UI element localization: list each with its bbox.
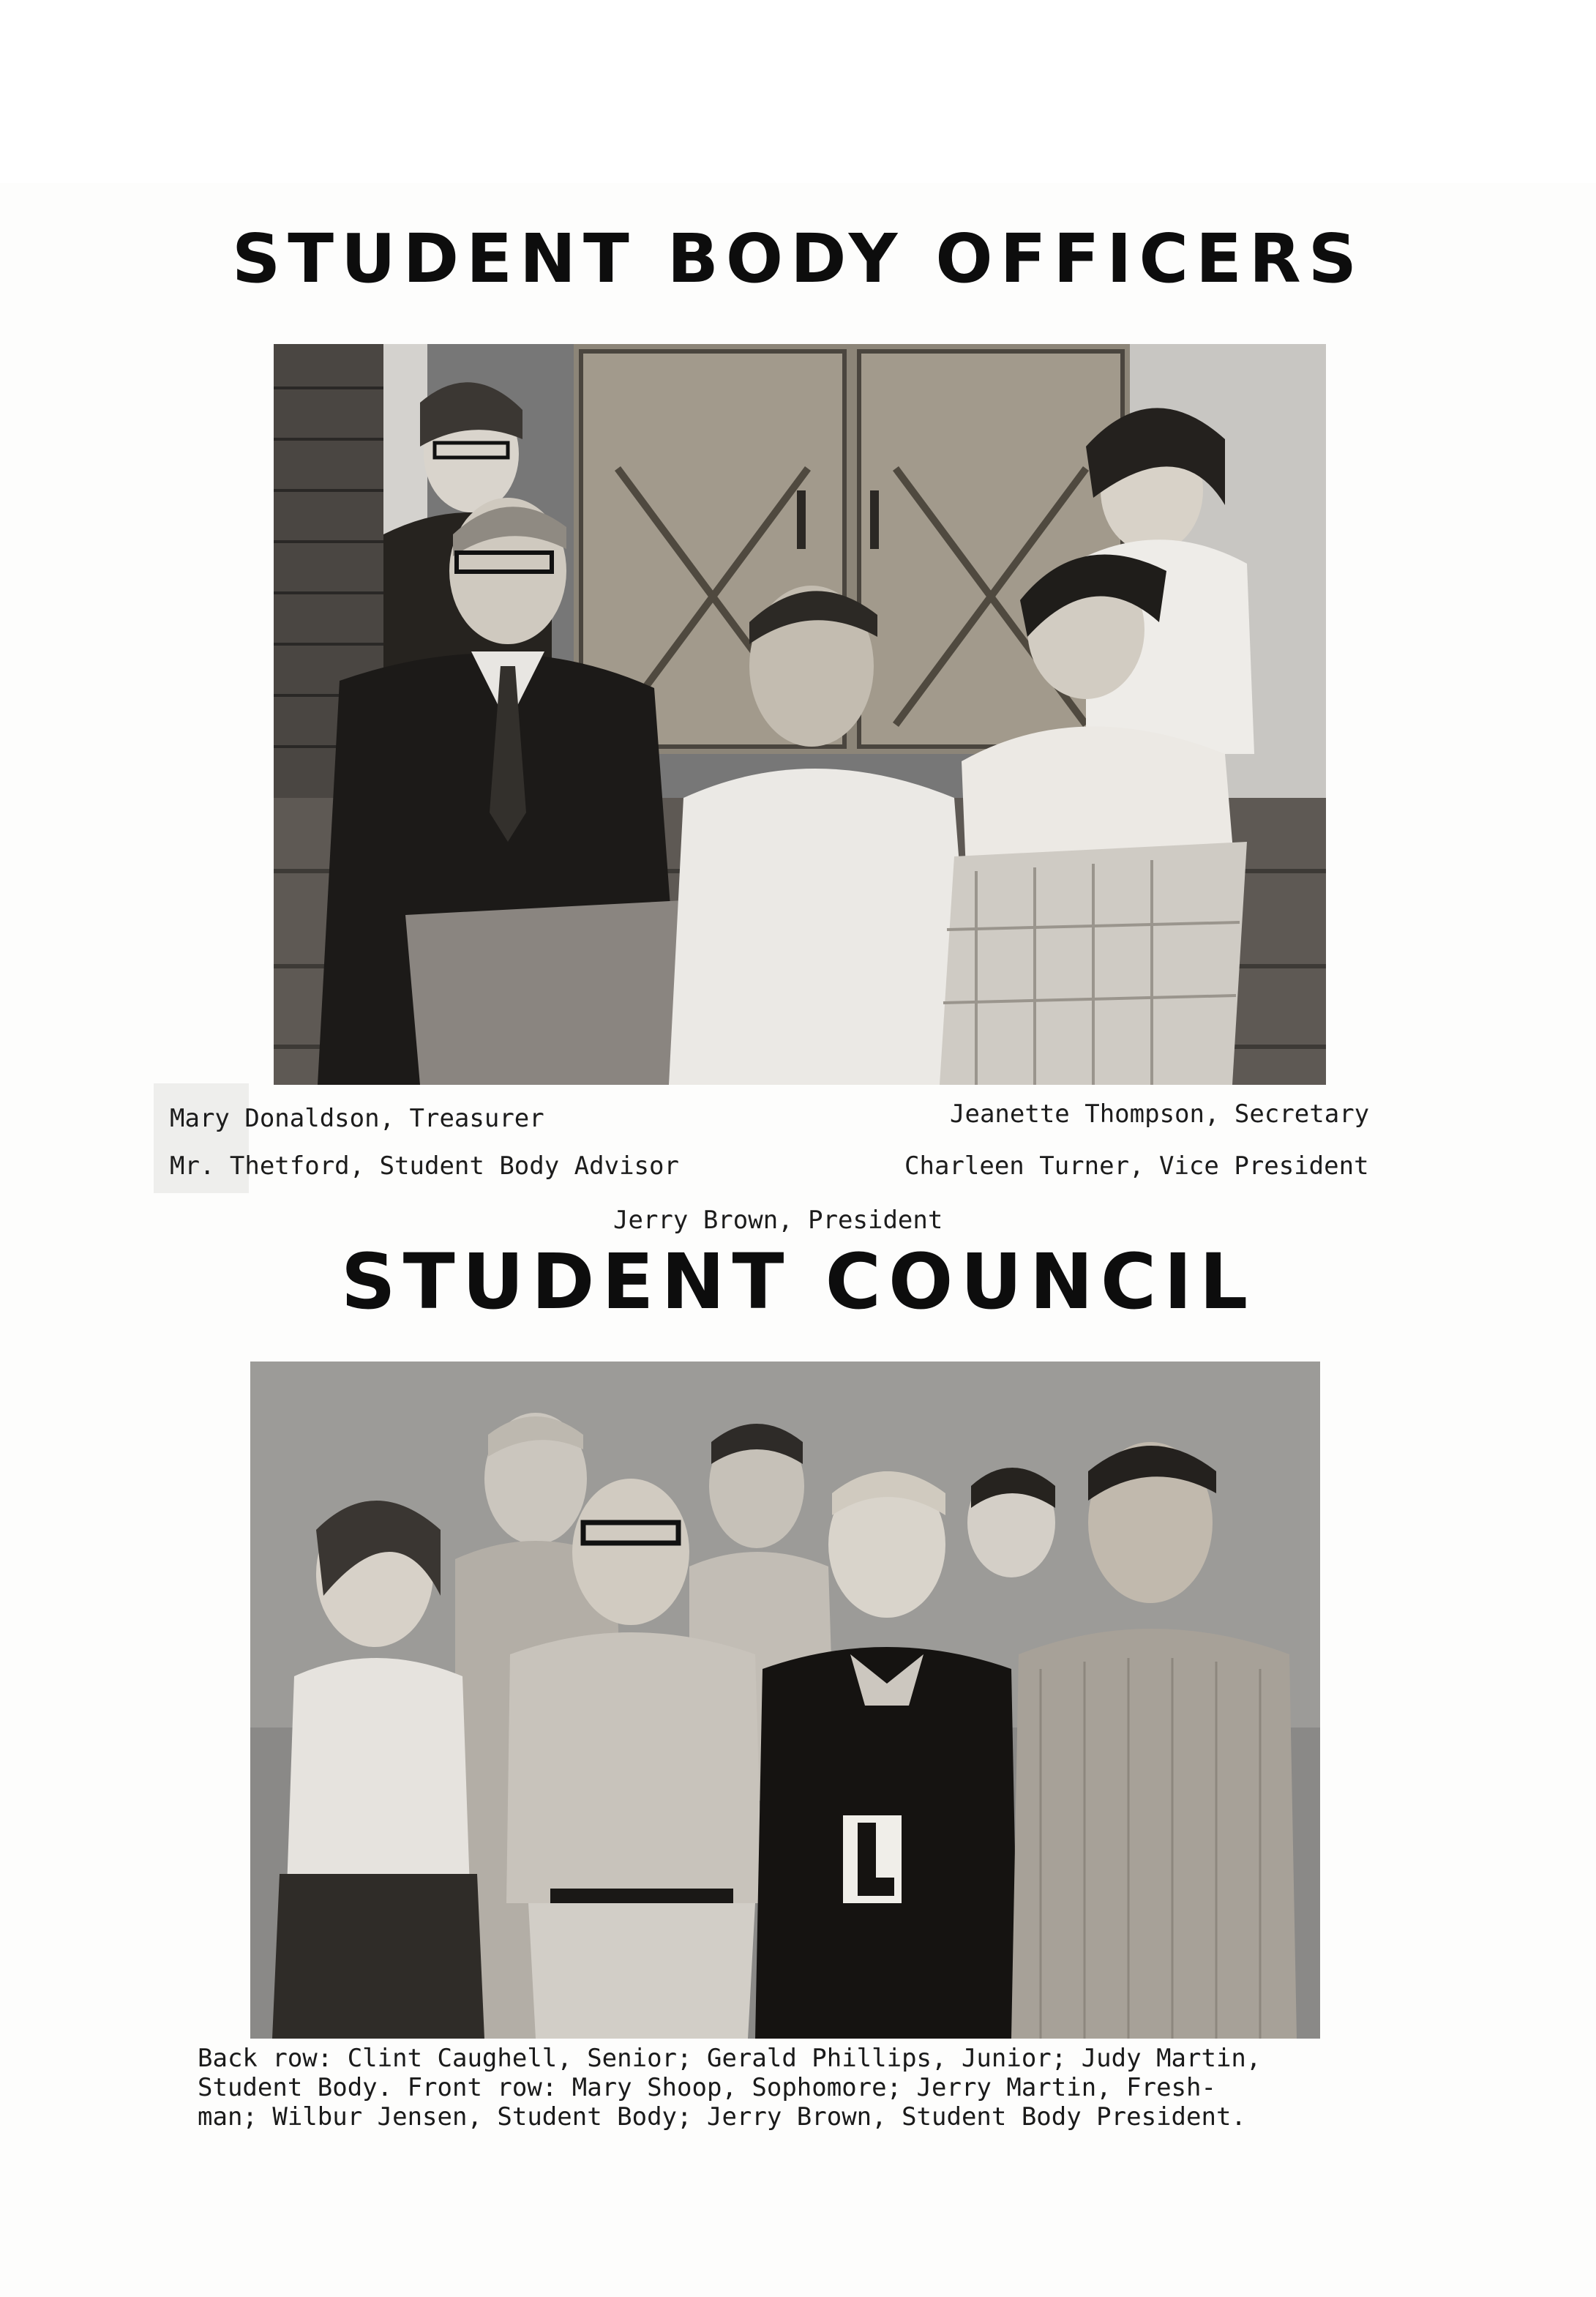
officers-heading: STUDENT BODY OFFICERS [232, 220, 1364, 298]
page-top-band [0, 0, 1596, 183]
council-photo-image [250, 1362, 1320, 2039]
council-caption [198, 2044, 1412, 2132]
council-caption-line: Student Body. Front row: Mary Shoop, Sophomore; Jerry Martin, Fresh- [198, 2073, 1216, 2102]
council-heading: STUDENT COUNCIL [340, 1237, 1256, 1326]
officers-photo-image [274, 344, 1326, 1085]
council-caption-line: Back row: Clint Caughell, Senior; Gerald Phillips, Junior; Judy Martin, [198, 2044, 1262, 2073]
caption-president: Jerry Brown, President [613, 1206, 943, 1235]
caption-secretary: Jeanette Thompson, Secretary [950, 1099, 1370, 1129]
caption-vice-president: Charleen Turner, Vice President [904, 1151, 1369, 1181]
council-caption-line: man; Wilbur Jensen, Student Body; Jerry Brown, Student Body President. [198, 2102, 1246, 2132]
caption-treasurer: Mary Donaldson, Treasurer [170, 1104, 544, 1133]
caption-advisor: Mr. Thetford, Student Body Advisor [170, 1151, 679, 1181]
council-photo [250, 1362, 1320, 2039]
officers-photo [274, 344, 1326, 1085]
